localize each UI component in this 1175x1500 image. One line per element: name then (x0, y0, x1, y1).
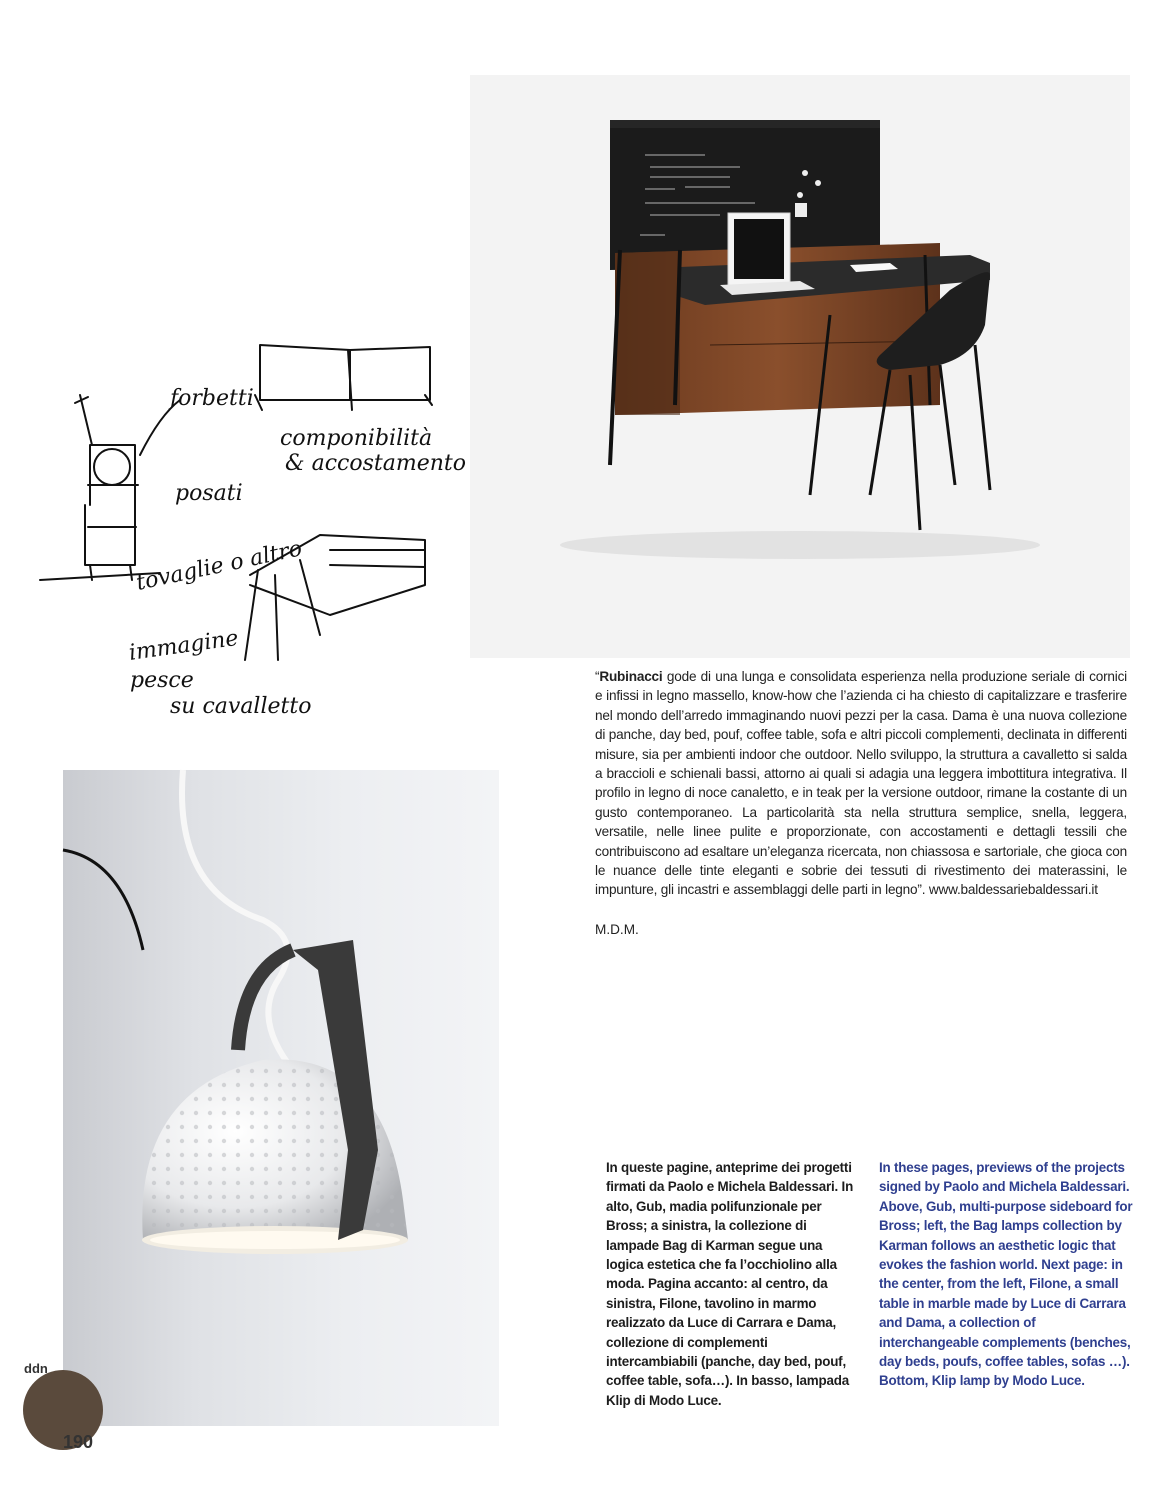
page-number: 190 (63, 1432, 94, 1452)
caption-english: In these pages, previews of the projects signed by Paolo and Michela Baldessari. Above, Gub, multi-purpose sideboard for Bross; left, the Bag lamps collection by Karman follows an aesthetic logic that evokes the fashion world. Next page: in the center, from the left, Filone, a small table in marble made by Luce di Carrara and Dama, a collection of interchangeable complements (benches, day beds, poufs, coffee tables, sofas …). Bottom, Klip lamp by Modo Luce. (879, 1160, 1133, 1389)
desk-photo (470, 75, 1130, 658)
caption-italian: In queste pagine, anteprime dei progetti firmati da Paolo e Michela Baldessari. In alto, Gub, madia polifunzionale per Bross; a sinistra, la collezione di lampade Bag di Karman segue una logica estetica che fa l’occhiolino alla moda. Pagina accanto: al centro, da sinistra, Filone, tavolino in marmo realizzato da Luce di Carrara e Dama, collezione di complementi intercambiabili (panche, day bed, pouf, coffee table, sofa…). In basso, lampada Klip di Modo Luce. (606, 1160, 854, 1408)
sketch-note-6: immagine (127, 625, 240, 666)
sketch-note-1: forbetti (170, 386, 254, 411)
desk-illustration (470, 75, 1130, 658)
sketch-note-7: pesce (130, 668, 194, 693)
sketch-note-2: posati (175, 481, 243, 506)
article-text: gode di una lunga e consolidata esperienza nella produzione seriale di cornici e infissi in legno massello, know-how che l’azienda ci ha chiesto di capitalizzare e trasferire nel mondo dell’arredo immaginando nuovi pezzi per la casa. Dama è una nuova collezione di panche, day bed, pouf, coffee table, sofa e altri piccoli complementi, declinata in differenti misure, sia per ambienti indoor che outdoor. Nello sviluppo, la struttura a cavalletto si salda a braccioli e schienali bassi, attorno ai quali si adagia una leggera imbottitura integrativa. Il profilo in legno di noce canaletto, e in teak per la versione outdoor, rimane la costante di un gusto contemporaneo. La particolarità sta nella struttura semplice, snella, leggera, versatile, nelle linee pulite e proporzionate, con accostamenti e dettagli tessili che contribuiscono ad esaltare un’eleganza ricercata, non chiassosa e sartoriale, che gioca con le nuance delle tinte eleganti e sobrie dei tessuti di rivestimento dei materassini, le impunture, gli incastri e assemblaggi delle parti in legno”. www.baldessariebaldessari.it (595, 669, 1127, 898)
lamp-illustration (63, 770, 499, 1426)
article-brand: Rubinacci (599, 669, 663, 684)
sketch-note-8: su cavalletto (170, 694, 312, 719)
sketch-note-3: tovaglie o altro (134, 536, 305, 596)
sketch-note-4: componibilità (280, 426, 433, 451)
lamp-photo (63, 770, 499, 1426)
hand-sketch (30, 335, 466, 735)
sketch-note-5: & accostamento (285, 451, 466, 476)
sketch-drawing (30, 335, 466, 735)
article-quote-open: “ (595, 669, 600, 684)
article-body (595, 667, 1127, 900)
ddn-logo (24, 1361, 48, 1392)
ddn-logo-text: ddn (24, 1361, 48, 1376)
article-signature: M.D.M. (595, 922, 639, 937)
